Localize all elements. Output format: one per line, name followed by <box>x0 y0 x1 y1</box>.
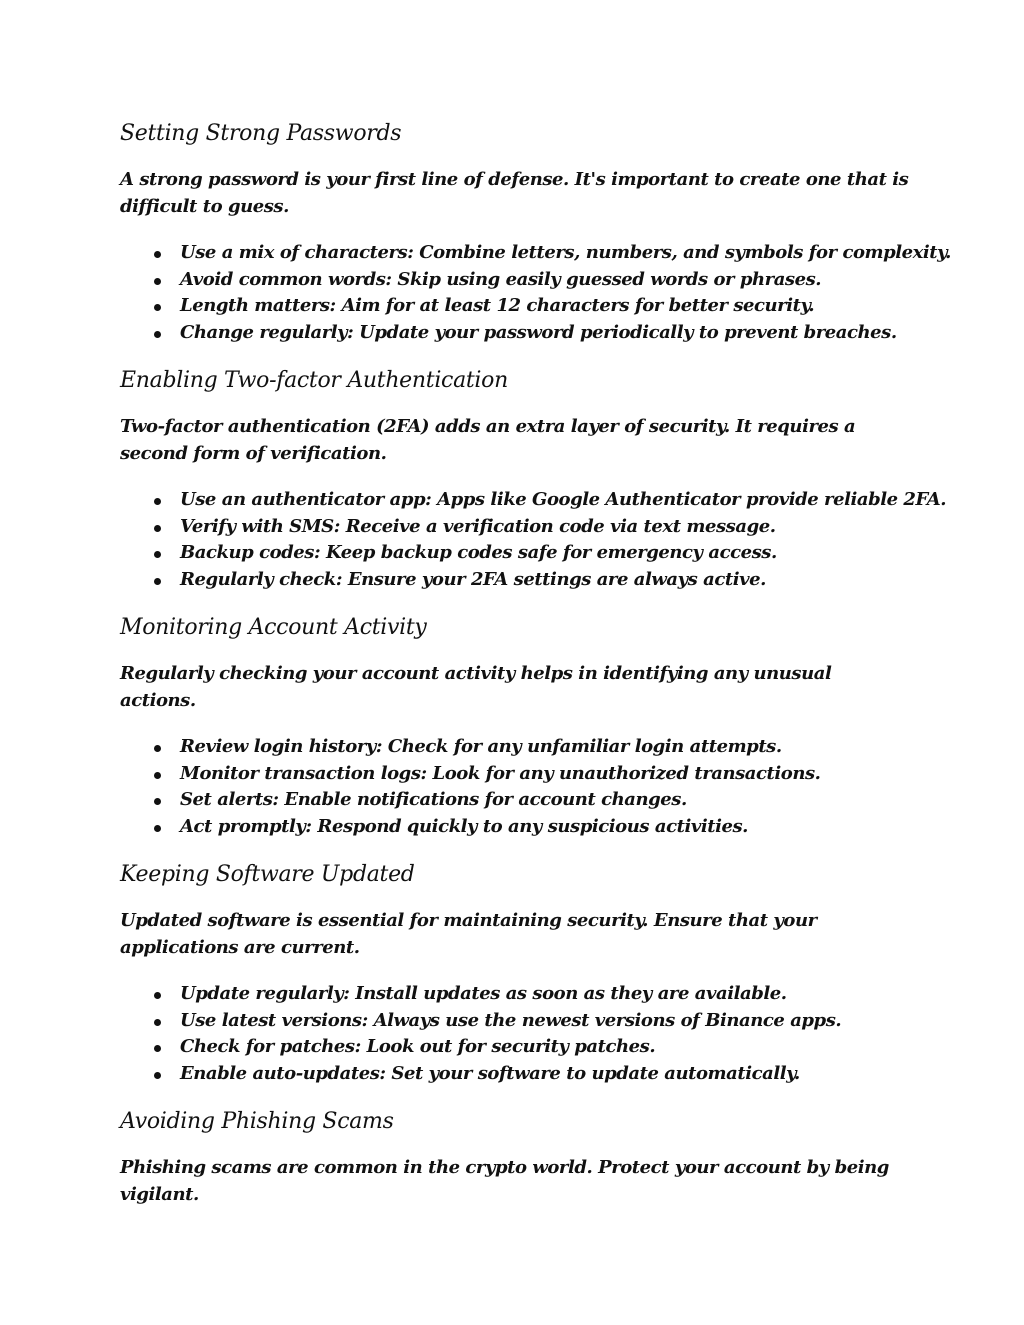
list-item: Set alerts: Enable notifications for account changes. <box>120 787 910 814</box>
section-intro: Phishing scams are common in the crypto world. Protect your account by being vigilant. <box>120 1157 889 1205</box>
list-item: Backup codes: Keep backup codes safe for emergency access. <box>120 540 910 567</box>
section-title: Avoiding Phishing Scams <box>120 1109 394 1134</box>
section-title: Setting Strong Passwords <box>120 121 402 146</box>
list-item: Use latest versions: Always use the newest versions of Binance apps. <box>120 1008 910 1035</box>
list-item: Regularly check: Ensure your 2FA settings are always active. <box>120 567 910 594</box>
list-item: Change regularly: Update your password periodically to prevent breaches. <box>120 320 910 347</box>
list-item: Length matters: Aim for at least 12 characters for better security. <box>120 293 910 320</box>
section-title: Monitoring Account Activity <box>120 615 427 640</box>
list-item: Enable auto-updates: Set your software to update automatically. <box>120 1061 910 1088</box>
section-intro: Regularly checking your account activity helps in identifying any unusual actions. <box>120 663 832 711</box>
section-title: Keeping Software Updated <box>120 862 415 887</box>
section-intro: Updated software is essential for maintaining security. Ensure that your applications are current. <box>120 910 817 958</box>
section-keeping-software-updated <box>120 858 910 1087</box>
list-item: Avoid common words: Skip using easily guessed words or phrases. <box>120 267 910 294</box>
section-two-factor-authentication <box>120 364 947 593</box>
section-intro: A strong password is your first line of defense. It's important to create one that is difficult to guess. <box>120 169 909 217</box>
list-item: Update regularly: Install updates as soon as they are available. <box>120 981 910 1008</box>
section-monitoring-account-activity <box>120 611 910 840</box>
section-strong-passwords <box>120 117 951 346</box>
list-item: Use an authenticator app: Apps like Google Authenticator provide reliable 2FA. <box>120 487 910 514</box>
document-page <box>120 117 951 1228</box>
list-item: Monitor transaction logs: Look for any unauthorized transactions. <box>120 761 910 788</box>
list-item: Verify with SMS: Receive a verification code via text message. <box>120 514 910 541</box>
list-item: Act promptly: Respond quickly to any suspicious activities. <box>120 814 910 841</box>
bullet-list <box>120 487 947 593</box>
bullet-list <box>120 981 910 1087</box>
section-title: Enabling Two-factor Authentication <box>120 368 508 393</box>
section-avoiding-phishing-scams <box>120 1105 910 1208</box>
bullet-list <box>120 240 951 346</box>
list-item: Check for patches: Look out for security patches. <box>120 1034 910 1061</box>
list-item: Review login history: Check for any unfamiliar login attempts. <box>120 734 910 761</box>
section-intro: Two-factor authentication (2FA) adds an extra layer of security. It requires a second form of verification. <box>120 416 856 464</box>
bullet-list <box>120 734 910 840</box>
list-item: Use a mix of characters: Combine letters, numbers, and symbols for complexity. <box>120 240 910 267</box>
